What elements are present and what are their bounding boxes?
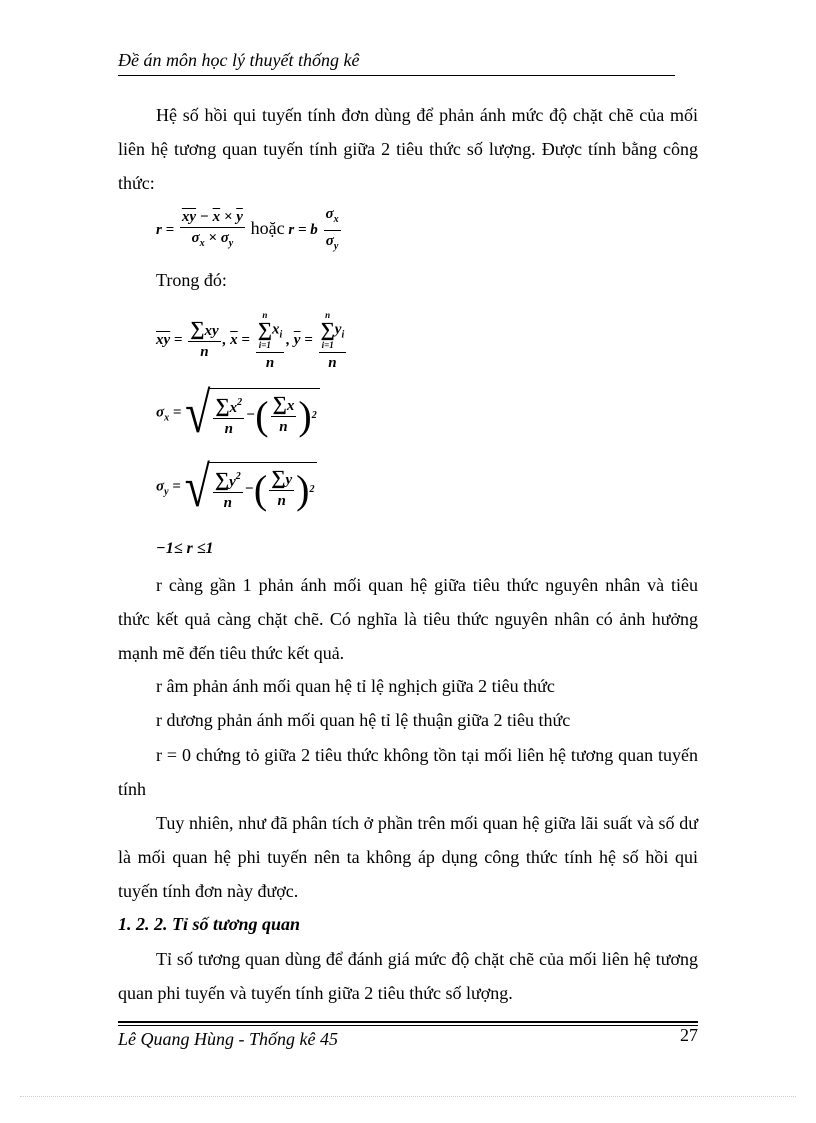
paragraph-intro: Hệ số hồi qui tuyến tính đơn dùng để phản ánh mức độ chặt chẽ của mối liên hệ tương quan tuyến tính giữa 2 tiêu thức số lượng. Được tính bằng công thức:: [118, 105, 698, 193]
formula-r-lhs: r =: [156, 221, 175, 238]
or-word: hoặc: [250, 217, 285, 238]
paragraph-nonlinear: Tuy nhiên, như đã phân tích ở phần trên mối quan hệ giữa lãi suất và số dư là mối quan hệ phi tuyến nên ta không áp dụng công thức tính hệ số hồi qui tuyến tính đơn này được.: [118, 813, 698, 901]
formula-r-alt-lhs: r = b: [288, 221, 318, 238]
page-bottom-border: [20, 1096, 796, 1097]
paragraph-r-negative: r âm phản ánh mối quan hệ tỉ lệ nghịch giữa 2 tiêu thức: [156, 676, 555, 696]
footer-author: Lê Quang Hùng - Thống kê 45: [118, 1029, 338, 1049]
page-number: 27: [680, 1025, 698, 1045]
header-title: Đề án môn học lý thuyết thống kê: [118, 50, 360, 70]
formula-r-alt-fraction: $\frac{\sigma_x}{\sigma_y}$: [325, 206, 339, 252]
footer-rule: [118, 1021, 698, 1023]
paragraph-correlation-ratio: Tỉ số tương quan dùng để đánh giá mức độ chặt chẽ của mối liên hệ tương quan phi tuyến và tuyến tính giữa 2 tiêu thức số lượng.: [118, 949, 698, 1003]
formula-sigma-y: $\sigma_y$ = √ $\frac{\sum y^2}{n}$ − ( $\frac{\sum y}{n}$ ) 2: [156, 462, 317, 512]
section-heading: 1. 2. 2. Tỉ số tương quan: [118, 914, 300, 934]
formula-means: $\overline{xy}$ = $\frac{\sum xy}{n}$ , $\overline{x}$ = n ∑ i=1 $x_i$ n , $\overline{y}$ = n ∑ i=1 $y_i$ n: [156, 310, 345, 371]
formula-r: [156, 206, 343, 255]
paragraph-r-zero: r = 0 chứng tỏ giữa 2 tiêu thức không tồn tại mối liên hệ tương quan tuyến tính: [118, 745, 698, 799]
formula-sigma-x: $\sigma_x$ = √ $\frac{\sum x^2}{n}$ − ( $\frac{\sum x}{n}$ ) 2: [156, 388, 320, 438]
formula-r-fraction: $\frac{\overline{xy} - \overline{x} \times \overline{y}}{\sigma_x \times \sigma_y}$: [181, 209, 243, 249]
paragraph-r-positive: r dương phản ánh mối quan hệ tỉ lệ thuận giữa 2 tiêu thức: [156, 710, 571, 730]
header-rule: [118, 75, 675, 76]
footer-rule-thin: [118, 1025, 698, 1026]
where-label: Trong đó:: [156, 270, 227, 290]
formula-range: −1≤ r ≤1: [156, 540, 214, 557]
paragraph-r-near-one: r càng gần 1 phản ánh mối quan hệ giữa tiêu thức nguyên nhân và tiêu thức kết quả càng chặt chẽ. Có nghĩa là tiêu thức nguyên nhân có ảnh hưởng mạnh mẽ đến tiêu thức kết quả.: [118, 575, 698, 663]
